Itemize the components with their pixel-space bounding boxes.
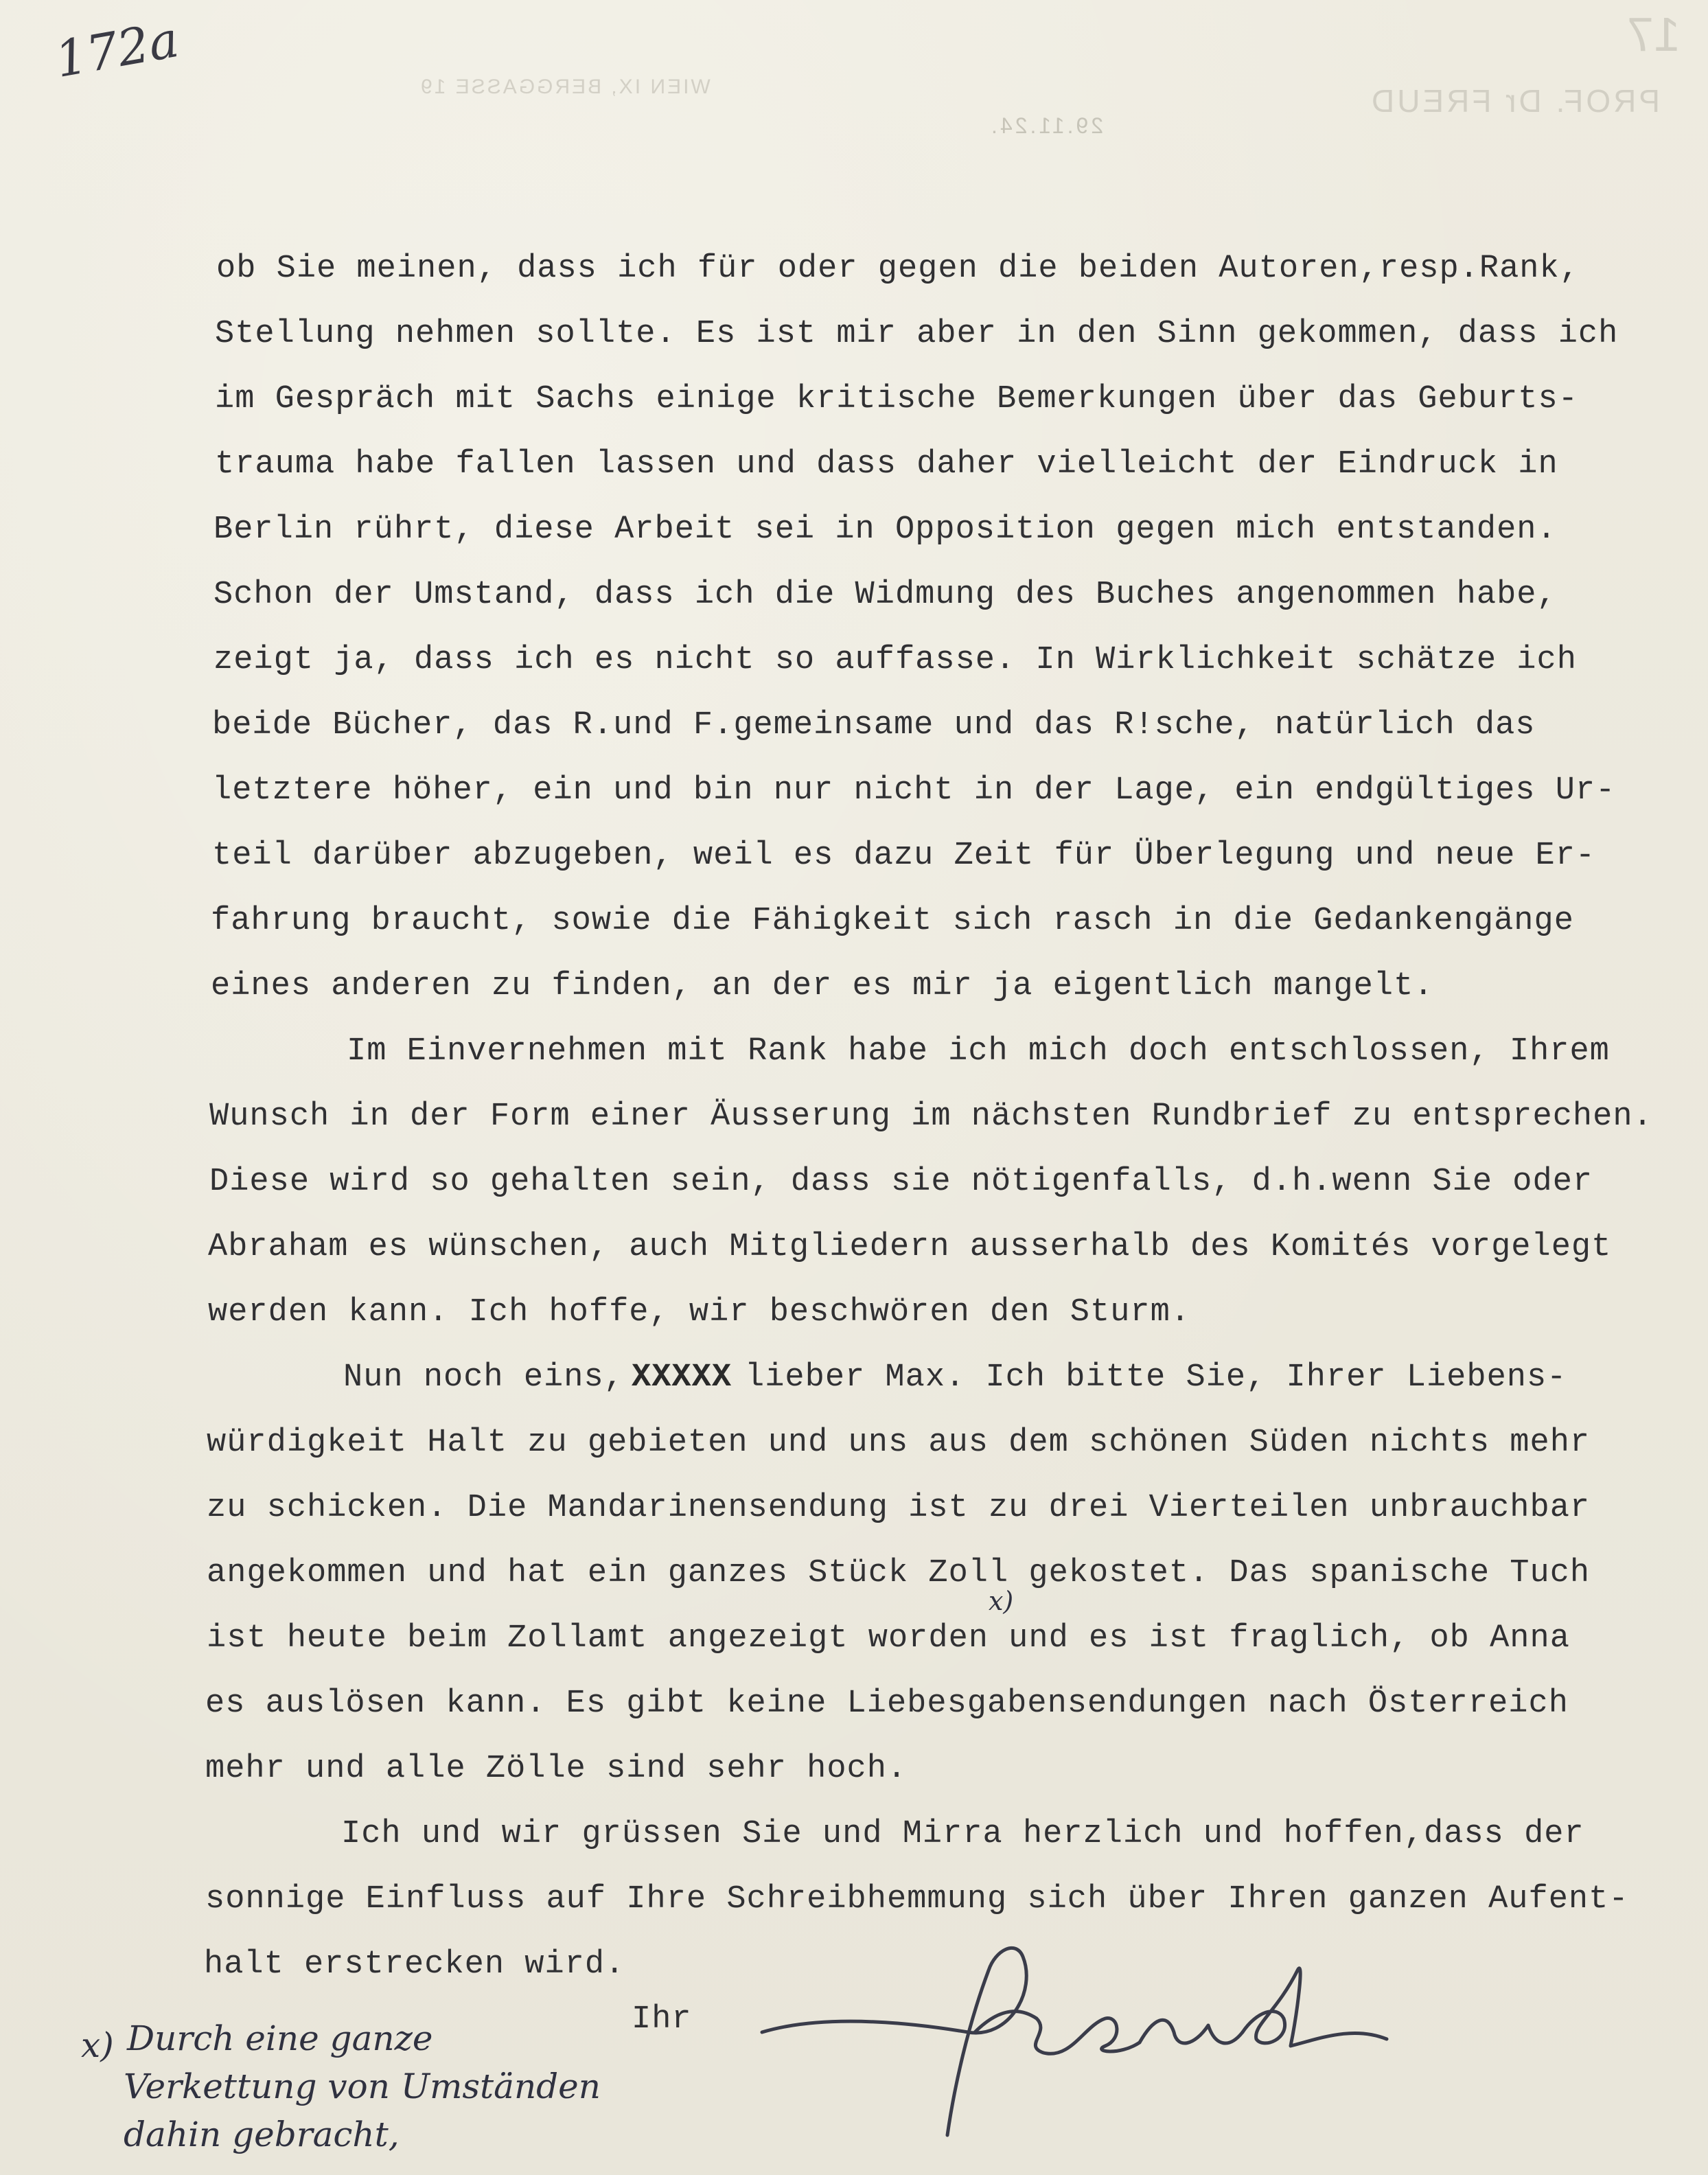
body-line: Ich und wir grüssen Sie und Mirra herzlich und hoffen,dass der [341,1816,1584,1852]
body-line: eines anderen zu finden, an der es mir ja eigentlich mangelt. [211,968,1434,1004]
footnote-marker: x) [81,2025,114,2065]
body-line: Schon der Umstand, dass ich die Widmung des Buches angenommen habe, [214,577,1557,613]
body-line: zu schicken. Die Mandarinensendung ist zu drei Vierteilen unbrauchbar [207,1490,1591,1526]
body-line: werden kann. Ich hoffe, wir beschwören den Sturm. [208,1294,1191,1331]
body-line: trauma habe fallen lassen und dass daher vielleicht der Eindruck in [215,446,1558,483]
footnote-line: dahin gebracht, [124,2115,400,2154]
folio-number: 172a [51,10,183,89]
letterhead-address: WIEN IX, BERGGASSE 19 [419,76,711,98]
body-line: Abraham es wünschen, auch Mitgliedern ausserhalb des Komités vorgelegt [208,1229,1612,1265]
body-line: zeigt ja, dass ich es nicht so auffasse. In Wirklichkeit schätze ich [214,642,1577,678]
body-line: ob Sie meinen, dass ich für oder gegen die beiden Autoren,resp.Rank, [216,251,1580,287]
signature [748,1929,1407,2156]
letterhead-page-number: 17 [1627,8,1681,61]
body-line: beide Bücher, das R.und F.gemeinsame und das R!sche, natürlich das [212,707,1536,744]
insertion-mark: x) [989,1586,1014,1616]
struck-out-text: XXXXX [632,1359,732,1396]
body-line: angekommen und hat ein ganzes Stück Zoll gekostet. Das spanische Tuch [207,1555,1591,1591]
body-line: teil darüber abzugeben, weil es dazu Zeit für Überlegung und neue Er- [212,838,1596,874]
letterhead-date: 29.11.24. [989,113,1104,138]
body-line: ist heute beim Zollamt angezeigt worden und es ist fraglich, ob Anna [207,1620,1570,1657]
body-line: fahrung braucht, sowie die Fähigkeit sich rasch in die Gedankengänge [211,903,1574,939]
body-line: mehr und alle Zölle sind sehr hoch. [205,1751,908,1787]
body-line: Nun noch eins, [343,1359,624,1396]
body-line: Berlin rührt, diese Arbeit sei in Opposition gegen mich entstanden. [214,511,1557,548]
body-line: lieber Max. Ich bitte Sie, Ihrer Liebens- [745,1359,1567,1396]
closing: Ihr [632,2001,692,2038]
body-line: Diese wird so gehalten sein, dass sie nötigenfalls, d.h.wenn Sie oder [209,1164,1593,1200]
body-line: halt erstrecken wird. [204,1946,625,1983]
body-line: Stellung nehmen sollte. Es ist mir aber in den Sinn gekommen, dass ich [215,316,1619,352]
body-line: es auslösen kann. Es gibt keine Liebesgabensendungen nach Österreich [205,1685,1569,1722]
footnote-line: Verkettung von Umständen [124,2067,601,2106]
signature-image [748,1929,1407,2156]
letterhead-name: PROF. Dr FREUD [1369,83,1660,119]
body-line: Wunsch in der Form einer Äusserung im nächsten Rundbrief zu entsprechen. [209,1098,1653,1135]
footnote-line: Durch eine ganze [127,2018,433,2058]
body-line: letztere höher, ein und bin nur nicht in der Lage, ein endgültiges Ur- [212,772,1616,809]
body-line: im Gespräch mit Sachs einige kritische Bemerkungen über das Geburts- [215,381,1578,417]
body-line: Im Einvernehmen mit Rank habe ich mich doch entschlossen, Ihrem [347,1033,1610,1070]
body-line: würdigkeit Halt zu gebieten und uns aus dem schönen Süden nichts mehr [207,1425,1591,1461]
body-line: sonnige Einfluss auf Ihre Schreibhemmung sich über Ihren ganzen Aufent- [205,1881,1629,1918]
